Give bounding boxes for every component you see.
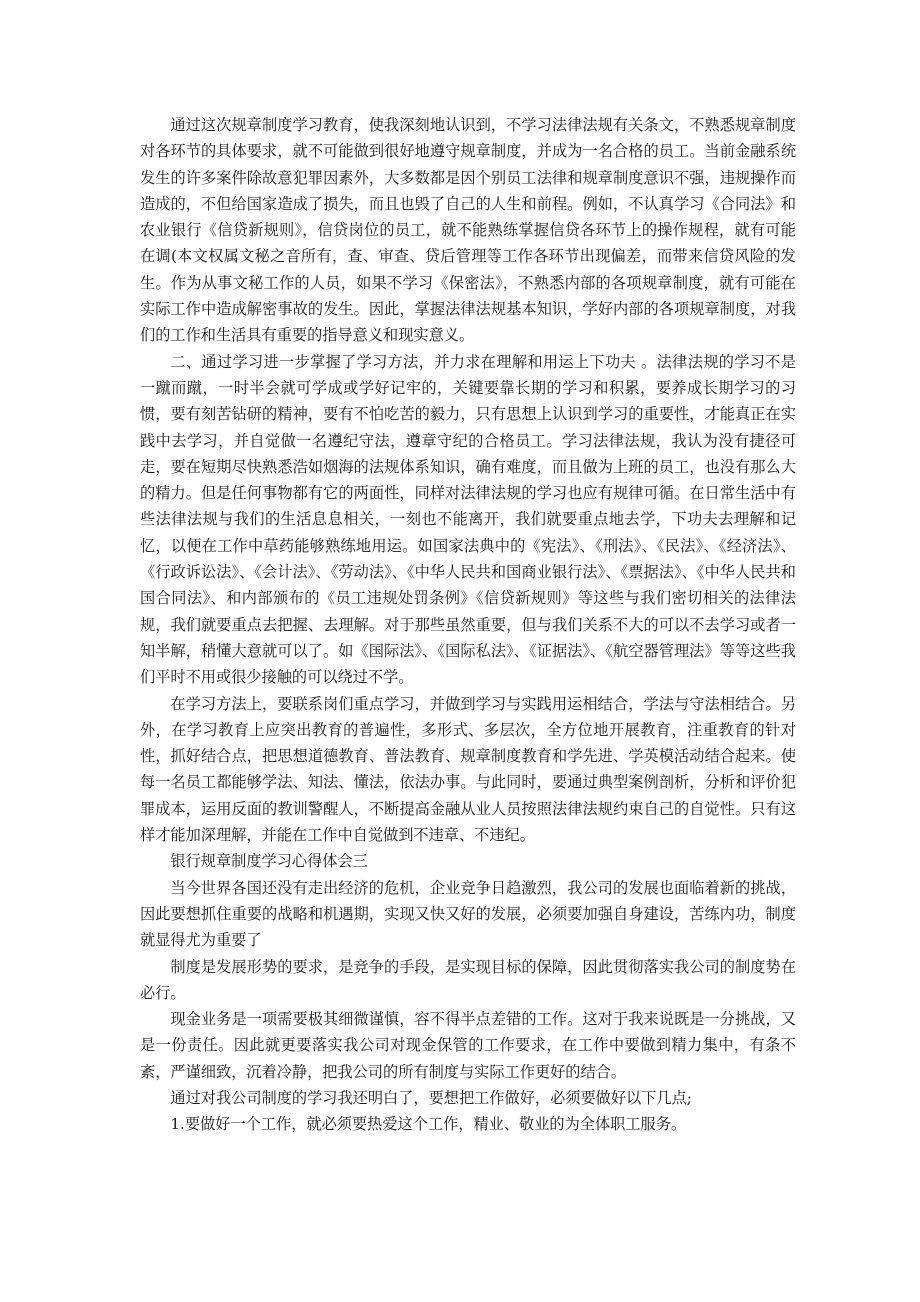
paragraph-1: 通过这次规章制度学习教育，使我深刻地认识到，不学习法律法规有关条文，不熟悉规章制度对各环节的具体要求，就不可能做到很好地遵守规章制度，并成为一名合格的员工。当前金融系统发生的许多案件除故意犯罪因素外，大多数都是因个别员工法律和规章制度意识不强，违规操作而造成的，不但给国家造成了损失，而且也毁了自己的人生和前程。例如，不认真学习《合同法》和农业银行《信贷新规则》，信贷岗位的员工，就不能熟练掌握信贷各环节上的操作规程，就有可能在调(本文权属文秘之音所有，查、审查、贷后管理等工作各环节出现偏差，而带来信贷风险的发生。作为从事文秘工作的人员，如果不学习《保密法》，不熟悉内部的各项规章制度，就有可能在实际工作中造成解密事故的发生。因此，掌握法律法规基本知识，学好内部的各项规章制度，对我们的工作和生活具有重要的指导意义和现实意义。 (140, 116, 796, 345)
paragraph-4: 当今世界各国还没有走出经济的危机，企业竞争日趋激烈，我公司的发展也面临着新的挑战，因此要想抓住重要的战略和机遇期，实现又快又好的发展，必须要加强自身建设，苦练内功，制度就显得尤为重要了 (140, 878, 796, 950)
paragraph-2: 二、通过学习进一步掌握了学习方法，并力求在理解和用运上下功夫 。法律法规的学习不是一蹴而蹴，一时半会就可学成或学好记牢的，关键要靠长期的学习和积累，要养成长期学习的习惯，要有刻苦钻研的精神，要有不怕吃苦的毅力，只有思想上认识到学习的重要性，才能真正在实践中去学习，并自觉做一名遵纪守法，遵章守纪的合格员工。学习法律法规，我认为没有捷径可走，要在短期尽快熟悉浩如烟海的法规体系知识，确有难度，而且做为上班的员工，也没有那么大的精力。但是任何事物都有它的两面性，同样对法律法规的学习也应有规律可循。在日常生活中有些法律法规与我们的生活息息相关，一刻也不能离开，我们就要重点地去学，下功夫去理解和记忆，以便在工作中草药能够熟练地用运。如国家法典中的《宪法》、《刑法》、《民法》、《经济法》、《行政诉讼法》、《会计法》、《劳动法》、《中华人民共和国商业银行法》、《票据法》、《中华人民共和国合同法》、和内部颁布的《员工违规处罚条例》《信贷新规则》等这些与我们密切相关的法律法规，我们就要重点去把握、去理解。对于那些虽然重要，但与我们关系不大的可以不去学习或者一知半解，稍懂大意就可以了。如《国际法》、《国际私法》、《证据法》、《航空器管理法》等等这些我们平时不用或很少接触的可以绕过不学。 (140, 352, 796, 687)
section-heading: 银行规章制度学习心得体会三 (170, 852, 368, 871)
paragraph-6: 现金业务是一项需要极其细微谨慎，容不得半点差错的工作。这对于我来说既是一分挑战，又是一份责任。因此就更要落实我公司对现金保管的工作要求，在工作中要做到精力集中，有条不紊，严谨细致，沉着冷静，把我公司的所有制度与实际工作更好的结合。 (140, 1010, 796, 1081)
document-body (140, 112, 796, 1138)
paragraph-7: 通过对我公司制度的学习我还明白了，要想把工作做好，必须要做好以下几点; (170, 1088, 692, 1107)
paragraph-5: 制度是发展形势的要求，是竞争的手段，是实现目标的保障，因此贯彻落实我公司的制度势在必行。 (140, 957, 796, 1002)
paragraph-8: 1.要做好一个工作，就必须要热爱这个工作，精业、敬业的为全体职工服务。 (170, 1115, 687, 1134)
paragraph-3: 在学习方法上，要联系岗们重点学习，并做到学习与实践用运相结合，学法与守法相结合。另外，在学习教育上应突出教育的普遍性，多形式、多层次，全方位地开展教育，注重教育的针对性，抓好结合点，把思想道德教育、普法教育、规章制度教育和学先进、学英模活动结合起来。使每一名员工都能够学法、知法、懂法，依法办事。与此同时，要通过典型案例剖析，分析和评价犯罪成本，运用反面的教训警醒人，不断提高金融从业人员按照法律法规约束自己的自觉性。只有这样才能加深理解，并能在工作中自觉做到不违章、不违纪。 (140, 694, 796, 845)
